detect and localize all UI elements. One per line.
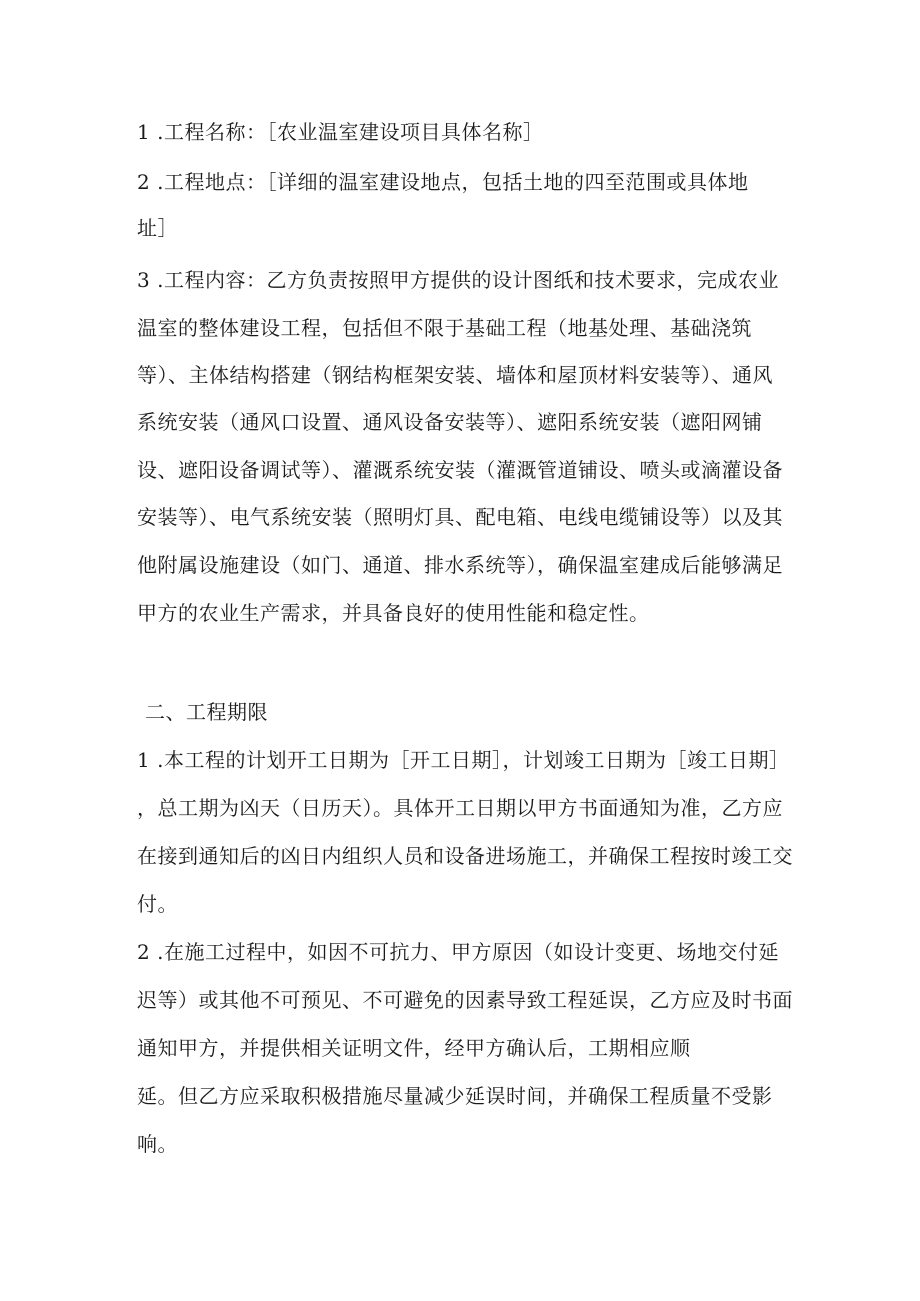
item-project-content-cont: 安装等）、电气系统安装（照明灯具、配电箱、电线电缆铺设等）以及其	[137, 505, 783, 529]
item-project-content-cont: 等）、主体结构搭建（钢结构框架安装、墙体和屋顶材料安装等）、通风	[137, 363, 773, 387]
item-delay: 2 .在施工过程中，如因不可抗力、甲方原因（如设计变更、场地交付延	[137, 940, 779, 964]
section-heading-duration: 二、工程期限	[145, 700, 268, 724]
item-delay-cont: 响。	[137, 1132, 178, 1156]
item-delay-cont: 延。但乙方应采取积极措施尽量减少延误时间，并确保工程质量不受影	[137, 1084, 773, 1108]
item-project-content-cont: 温室的整体建设工程，包括但不限于基础工程（地基处理、基础浇筑	[137, 316, 752, 340]
item-project-name: 1 .工程名称：［农业温室建设项目具体名称］	[137, 120, 544, 144]
item-project-content-cont: 他附属设施建设（如门、通道、排水系统等），确保温室建成后能够满足	[137, 553, 783, 577]
item-delay-cont: 通知甲方，并提供相关证明文件，经甲方确认后，工期相应顺	[137, 1036, 691, 1060]
item-project-content-cont: 设、遮阳设备调试等）、灌溉系统安装（灌溉管道铺设、喷头或滴灌设备	[137, 458, 783, 482]
item-project-location-cont: 址］	[137, 216, 178, 240]
item-project-content: 3 .工程内容：乙方负责按照甲方提供的设计图纸和技术要求，完成农业	[137, 268, 779, 292]
item-schedule: 1 .本工程的计划开工日期为［开工日期］，计划竣工日期为［竣工日期］	[137, 748, 790, 772]
item-project-location: 2 .工程地点：［详细的温室建设地点，包括土地的四至范围或具体地	[137, 170, 749, 194]
item-project-content-cont: 甲方的农业生产需求，并具备良好的使用性能和稳定性。	[137, 601, 650, 625]
item-delay-cont: 迟等）或其他不可预见、不可避免的因素导致工程延误，乙方应及时书面	[137, 988, 793, 1012]
item-schedule-cont: ，总工期为凶天（日历天）。具体开工日期以甲方书面通知为准，乙方应	[137, 796, 783, 820]
item-schedule-cont: 付。	[137, 892, 178, 916]
item-project-content-cont: 系统安装（通风口设置、通风设备安装等）、遮阳系统安装（遮阳网铺	[137, 410, 763, 434]
item-schedule-cont: 在接到通知后的凶日内组织人员和设备进场施工，并确保工程按时竣工交	[137, 844, 793, 868]
